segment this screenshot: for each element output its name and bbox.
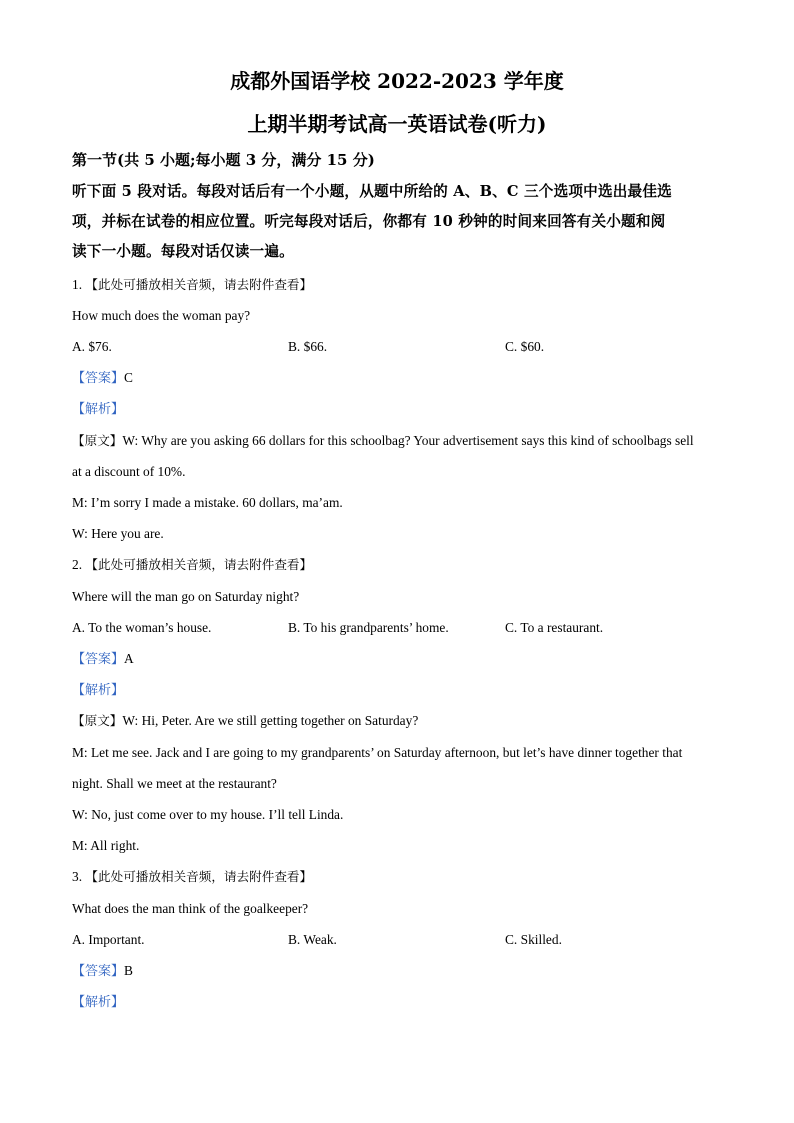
question-2-option-c: C. To a restaurant.	[505, 620, 604, 635]
question-3-header	[72, 867, 732, 887]
transcript-text: W: Hi, Peter. Are we still getting together on Saturday?	[122, 713, 419, 728]
instruction-line-1: 听下面 5 段对话。每段对话后有一个小题，从题中所给的 A、B、C 三个选项中选出最佳选	[72, 183, 672, 200]
question-number: 2.	[72, 557, 83, 572]
question-1-header	[72, 275, 732, 295]
question-1-transcript-line-4: W: Here you are.	[72, 526, 164, 541]
exam-title-line1: 成都外国语学校 2022-2023 学年度	[230, 69, 564, 93]
question-2-answer	[72, 649, 732, 670]
question-2-transcript-line-1	[72, 711, 732, 731]
question-2-option-a: A. To the woman’s house.	[72, 620, 212, 635]
question-2-transcript-line-5: M: All right.	[72, 838, 140, 853]
audio-note[interactable]: 【此处可播放相关音频，请去附件查看】	[85, 557, 313, 572]
exam-title-line2: 上期半期考试高一英语试卷(听力)	[247, 112, 547, 136]
question-3-text: What does the man think of the goalkeeper?	[72, 901, 309, 916]
question-3-analysis	[72, 992, 732, 1013]
answer-tag: 【答案】	[72, 371, 125, 386]
question-1-transcript-line-3: M: I’m sorry I made a mistake. 60 dollars, ma’am.	[72, 495, 343, 510]
question-3-option-c: C. Skilled.	[505, 932, 562, 947]
question-1-analysis	[72, 399, 732, 420]
analysis-tag: 【解析】	[72, 402, 125, 417]
audio-note[interactable]: 【此处可播放相关音频，请去附件查看】	[85, 869, 313, 884]
question-1-transcript-line-1	[72, 431, 732, 451]
question-2-transcript-line-4: W: No, just come over to my house. I’ll tell Linda.	[72, 807, 344, 822]
question-1-option-c: C. $60.	[505, 339, 545, 354]
question-number: 3.	[72, 869, 83, 884]
instruction-line-3: 读下一小题。每段对话仅读一遍。	[72, 243, 294, 260]
question-3-option-b: B. Weak.	[288, 932, 337, 947]
question-1-option-a: A. $76.	[72, 339, 112, 354]
question-2-option-b: B. To his grandparents’ home.	[288, 620, 449, 635]
question-1-text: How much does the woman pay?	[72, 308, 251, 323]
transcript-label: 【原文】	[72, 433, 123, 448]
question-1-transcript-line-2: at a discount of 10%.	[72, 464, 186, 479]
answer-value: C	[124, 370, 133, 385]
answer-value: A	[124, 651, 134, 666]
instruction-line-2: 项，并标在试卷的相应位置。听完每段对话后，你都有 10 秒钟的时间来回答有关小题和阅	[72, 213, 666, 230]
audio-note[interactable]: 【此处可播放相关音频，请去附件查看】	[85, 277, 313, 292]
answer-tag: 【答案】	[72, 964, 125, 979]
answer-value: B	[124, 963, 133, 978]
question-2-transcript-line-2: M: Let me see. Jack and I are going to my grandparents’ on Saturday afternoon, but let’s have dinner together that	[72, 745, 683, 760]
answer-tag: 【答案】	[72, 652, 125, 667]
analysis-tag: 【解析】	[72, 995, 125, 1010]
question-2-transcript-line-3: night. Shall we meet at the restaurant?	[72, 776, 277, 791]
transcript-text: W: Why are you asking 66 dollars for this schoolbag? Your advertisement says this kind of schoolbags sell	[122, 433, 694, 448]
question-number: 1.	[72, 277, 83, 292]
analysis-tag: 【解析】	[72, 683, 125, 698]
question-1-answer	[72, 368, 732, 389]
section-heading: 第一节(共 5 小题;每小题 3 分，满分 15 分)	[72, 151, 375, 169]
transcript-label: 【原文】	[72, 713, 123, 728]
question-2-header	[72, 555, 732, 575]
question-3-answer	[72, 961, 732, 982]
question-2-text: Where will the man go on Saturday night?	[72, 589, 300, 604]
question-3-option-a: A. Important.	[72, 932, 145, 947]
question-2-analysis	[72, 680, 732, 701]
question-1-option-b: B. $66.	[288, 339, 328, 354]
